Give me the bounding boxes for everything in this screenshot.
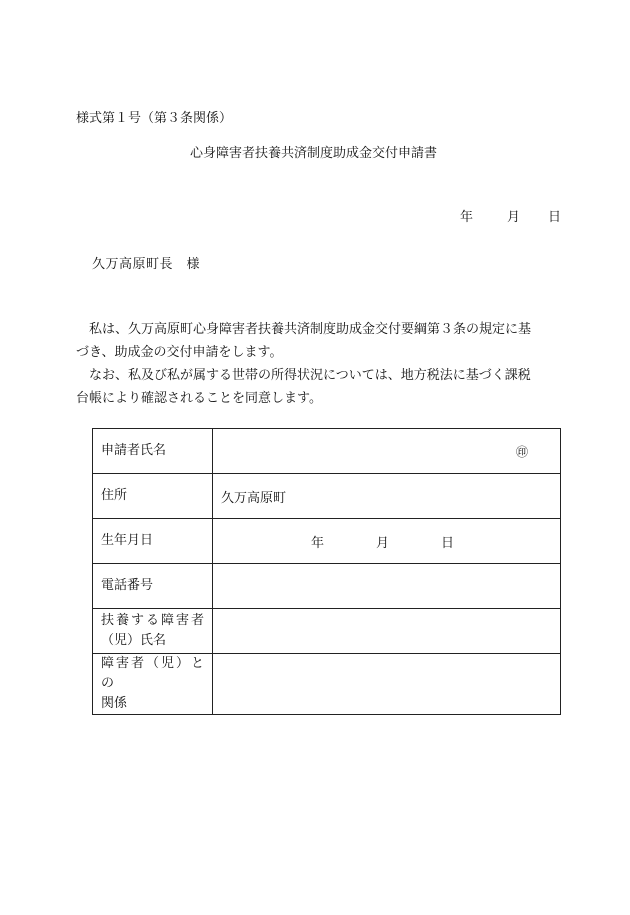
relation-label — [93, 654, 213, 715]
dependent-label-line1: 扶養する障害者 — [101, 613, 204, 628]
applicant-name-label: 申請者氏名 — [93, 429, 213, 474]
table-row — [93, 519, 561, 564]
birthdate-field[interactable] — [213, 519, 561, 564]
phone-field[interactable] — [213, 564, 561, 609]
document-title: 心身障害者扶養共済制度助成金交付申請書 — [190, 146, 438, 161]
date-day: 日 — [548, 210, 562, 225]
seal-icon: ㊞ — [515, 444, 528, 459]
applicant-name-field[interactable] — [213, 429, 561, 474]
consent-paragraph-1 — [76, 318, 566, 364]
dependent-name-label — [93, 609, 213, 654]
address-field[interactable] — [213, 474, 561, 519]
birthdate-month: 月 — [376, 535, 390, 551]
paragraph-line: づき、助成金の交付申請をします。 — [76, 345, 283, 360]
application-table — [92, 428, 561, 715]
address-label: 住所 — [93, 474, 213, 519]
table-row — [93, 564, 561, 609]
consent-paragraph-2 — [76, 364, 566, 410]
dependent-name-field[interactable] — [213, 609, 561, 654]
date-line — [460, 206, 561, 225]
date-year: 年 — [460, 210, 474, 225]
relation-label-line1: 障害者（児）との — [101, 656, 204, 691]
table-row — [93, 474, 561, 519]
paragraph-line: 台帳により確認されることを同意します。 — [76, 391, 322, 406]
paragraph-line: 私は、久万高原町心身障害者扶養共済制度助成金交付要綱第３条の規定に基 — [89, 322, 532, 337]
date-month: 月 — [507, 210, 521, 225]
birthdate-year: 年 — [311, 535, 325, 551]
table-row — [93, 609, 561, 654]
dependent-label-line2: （児）氏名 — [101, 633, 167, 648]
birthdate-day: 日 — [441, 535, 455, 551]
paragraph-line: なお、私及び私が属する世帯の所得状況については、地方税法に基づく課税 — [89, 368, 531, 383]
birthdate-label: 生年月日 — [93, 519, 213, 564]
table-row — [93, 429, 561, 474]
relation-label-line2: 関係 — [101, 696, 128, 711]
form-number: 様式第１号（第３条関係） — [76, 111, 233, 126]
address-value: 久万高原町 — [221, 490, 287, 506]
table-row — [93, 654, 561, 715]
addressee: 久万高原町長 様 — [92, 257, 201, 272]
phone-label: 電話番号 — [93, 564, 213, 609]
relation-field[interactable] — [213, 654, 561, 715]
